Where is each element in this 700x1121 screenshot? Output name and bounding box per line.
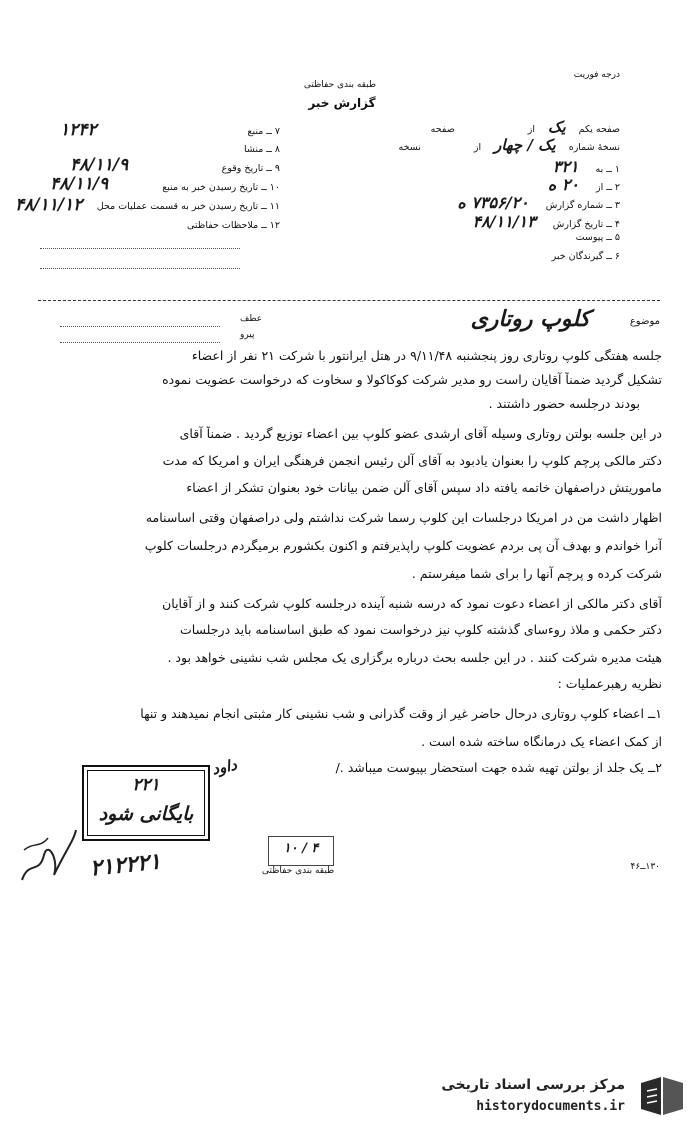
event-date-row xyxy=(40,155,280,175)
field-label: صفحه یکم xyxy=(578,124,620,135)
priority-label: درجه فوریت xyxy=(573,70,620,80)
field-value: ۴۸/۱۱/۱۳ xyxy=(472,212,536,231)
archive-stamp xyxy=(82,765,210,841)
blank-line xyxy=(40,268,240,269)
copy-number-row xyxy=(375,136,620,154)
field-label: ۵ ــ پیوست xyxy=(575,232,620,243)
recipients-row xyxy=(552,251,620,262)
body-line: آنرا خواندم و بهدف آن پی بردم عضویت کلوپ راپذیرفتم و اکنون بکشورم برمیگردم درجلسات کلوپ xyxy=(144,538,662,553)
subject-value: کلوپ روتاری xyxy=(470,306,590,332)
body-line: آقای دکتر مالکی از اعضاء دعوت نمود که درسه شنبه آینده درجلسه کلوپ شرکت کنند و از آقایان xyxy=(162,596,662,611)
body-line: از کمک اعضاء یک درمانگاه ساخته شده است . xyxy=(421,734,662,749)
received-at-ops-row xyxy=(15,195,280,215)
field-value: ۴۸/۱۱/۹ xyxy=(70,155,129,175)
attachment-row xyxy=(576,232,620,243)
stamp-text: بایگانی شود xyxy=(98,803,194,825)
field-label: نسخهٔ شماره xyxy=(568,142,620,153)
field-label: ۹ ــ تاریخ وقوع xyxy=(221,163,280,174)
field-label: ۴ ــ تاریخ گزارش xyxy=(552,219,620,230)
stamp-number: ۲۲۱ xyxy=(132,775,160,795)
signature-scribble xyxy=(14,820,84,890)
body-line: شرکت کرده و پرچم آنها را برای شما میفرستم . xyxy=(411,566,662,581)
classification-top: طبقه بندی حفاظتی xyxy=(303,80,377,90)
body-line: دکتر مالکی پرچم کلوپ را بعنوان یادبود به آقای آلن رئیس انجمن فرهنگی ایران و امریکا که مدت xyxy=(162,453,662,468)
bottom-seal xyxy=(268,836,334,866)
field-value: ۳۲۱ xyxy=(552,157,579,176)
archive-logo-icon xyxy=(635,1075,689,1119)
body-line: جلسه هفتگی کلوپ روتاری روز پنجشنبه ۹/۱۱/۴۸ در هتل ایرانتور با شرکت ۲۱ نفر از اعضاء xyxy=(191,348,662,363)
peyro-label: پیرو xyxy=(240,330,255,340)
received-at-source-row xyxy=(40,174,280,194)
bottom-seal-text: ۱۰ / ۴ xyxy=(283,841,319,856)
watermark-url: historydocuments.ir xyxy=(476,1099,625,1114)
form-title: گزارش خبر xyxy=(308,96,376,110)
field-label: ۱ ــ به xyxy=(595,164,620,175)
body-line: تشکیل گردید ضمناً آقایان راست رو مدیر شرکت کوکاکولا و سخاوت که درخواست عضویت نموده xyxy=(162,372,662,387)
page-count-row xyxy=(375,118,620,136)
watermark-title: مرکز بررسی اسناد تاریخی xyxy=(441,1077,625,1093)
blank-line xyxy=(40,248,240,249)
field-value: ۱۲۴۲ xyxy=(60,120,97,140)
classification-bottom: طبقه بندی حفاظتی xyxy=(262,866,335,876)
atf-line xyxy=(60,326,220,327)
field-label: ۲ ــ از xyxy=(596,182,620,193)
field-value: ۲۰ ه xyxy=(547,175,580,194)
field-mid: از xyxy=(473,142,482,153)
atf-label: عطف xyxy=(240,314,263,324)
field-value: ۴۸/۱۱/۹ xyxy=(50,174,109,194)
field-value: ۴۸/۱۱/۱۲ xyxy=(15,195,83,215)
handwritten-note: داود xyxy=(210,755,239,779)
watermark-logo xyxy=(420,1075,695,1119)
field-mid: از xyxy=(527,124,535,135)
margin-number: ۲۱۲۲۲۱ xyxy=(88,848,163,882)
field-tail: نسخه xyxy=(398,142,421,153)
source-row xyxy=(40,120,280,140)
peyro-line xyxy=(60,342,220,343)
security-notes-row xyxy=(40,220,280,231)
report-date-row xyxy=(472,212,620,231)
from-row xyxy=(548,175,620,194)
field-label: ۱۱ ــ تاریخ رسیدن خبر به قسمت عملیات محل xyxy=(96,201,280,212)
body-line: ۱ــ اعضاء کلوپ روتاری درحال حاضر غیر از وقت گذرانی و شب نشینی کار مثبتی انجام نمیدهند و تنها xyxy=(140,706,662,721)
form-code: ۱۳۰ــ۴۶ xyxy=(630,862,660,872)
to-row xyxy=(553,157,620,176)
field-label: ۱۰ ــ تاریخ رسیدن خبر به منبع xyxy=(162,182,280,193)
body-line: هیئت مدیره شرکت کنند . در این جلسه بحث درباره برگزاری یک مجلس شب نشینی خواهد بود . xyxy=(167,650,662,665)
body-line: ۲ــ یک جلد از بولتن تهیه شده جهت استحضار بپیوست میباشد ./ xyxy=(335,760,662,775)
field-value: یک xyxy=(548,118,566,136)
field-value: یک / چهار xyxy=(494,136,556,154)
body-line: ماموریتش دراصفهان خاتمه یافته داد سپس آقای آلن ضمن بیانات خود بعنوان تشکر از اعضاء xyxy=(186,480,662,495)
field-value: ۷۳۵۶/۲۰ ه xyxy=(457,193,529,212)
field-label: ۷ ــ منبع xyxy=(247,126,280,137)
body-line: در این جلسه بولتن روتاری وسیله آقای ارشدی عضو کلوپ بین اعضاء توزیع گردید . ضمناً آقای xyxy=(179,426,662,441)
field-tail: صفحه xyxy=(430,124,455,135)
report-number-row xyxy=(457,193,620,212)
body-line: دکتر حکمی و ملاذ روءسای گذشته کلوپ نیز درخواست نمود که طبق اساسنامه باید درجلسات xyxy=(179,622,662,637)
field-label: ۸ ــ منشا xyxy=(243,144,280,155)
field-label: ۱۲ ــ ملاحظات حفاظتی xyxy=(186,220,280,231)
body-line: اظهار داشت من در امریکا درجلسات این کلوپ رسما شرکت نداشتم ولی دراصفهان وقتی اساسنامه xyxy=(145,510,662,525)
origin-row xyxy=(40,144,280,155)
body-line: نظریه رهبرعملیات : xyxy=(557,676,662,691)
subject-label: موضوع xyxy=(629,316,660,327)
body-line: بودند درجلسه حضور داشتند . xyxy=(488,396,640,411)
field-label: ۳ ــ شماره گزارش xyxy=(545,200,620,211)
header-divider xyxy=(38,300,660,301)
field-label: ۶ ــ گیرندگان خبر xyxy=(551,251,620,262)
